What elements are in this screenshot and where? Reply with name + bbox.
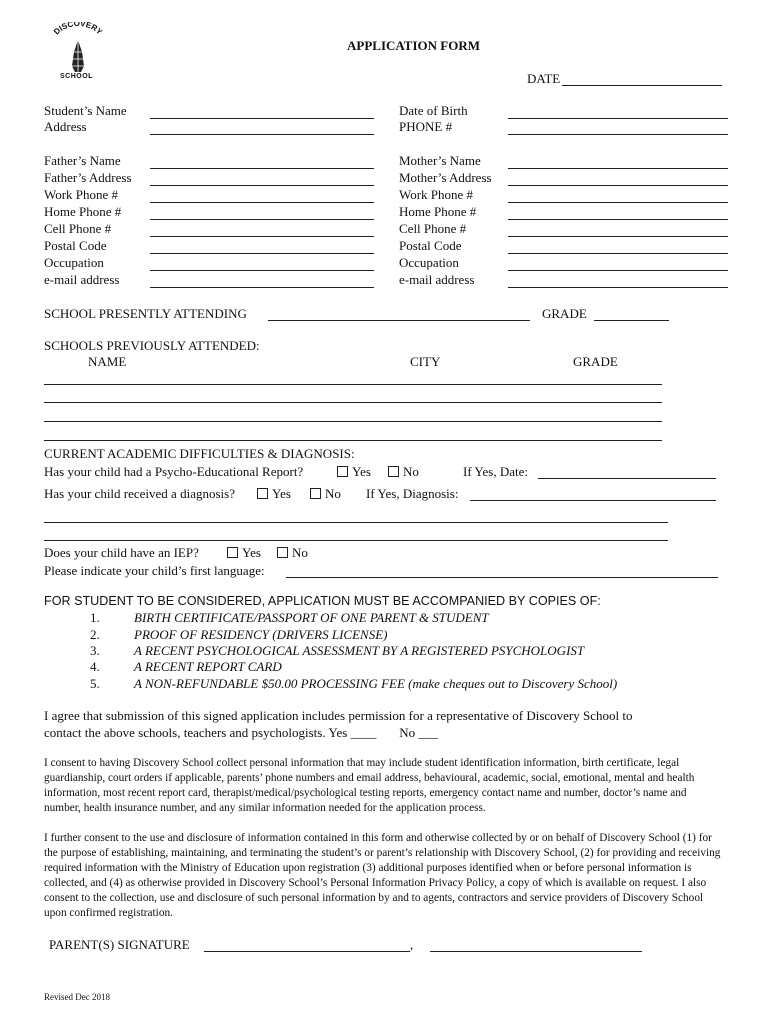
- date-field[interactable]: [562, 85, 722, 86]
- requirements-heading: FOR STUDENT TO BE CONSIDERED, APPLICATION MUST BE ACCOMPANIED BY COPIES OF:: [44, 594, 601, 608]
- diagnosis-no-checkbox[interactable]: [310, 488, 321, 499]
- difficulties-heading: CURRENT ACADEMIC DIFFICULTIES & DIAGNOSIS:: [44, 446, 355, 461]
- iep-question: Does your child have an IEP?: [44, 545, 199, 560]
- previous-school-line[interactable]: [44, 440, 662, 441]
- signature-comma: ,: [410, 937, 414, 952]
- iep-no-checkbox[interactable]: [277, 547, 288, 558]
- father-home-phone-field[interactable]: [150, 219, 374, 220]
- requirement-text: A RECENT PSYCHOLOGICAL ASSESSMENT BY A REGISTERED PSYCHOLOGIST: [134, 643, 585, 658]
- diagnosis-yes-option[interactable]: [257, 486, 291, 502]
- mother-label-6: Occupation: [399, 255, 459, 270]
- agreement-line-2: contact the above schools, teachers and psychologists. Yes ____ No ___: [44, 725, 438, 740]
- svg-text:DISCOVERY: [52, 22, 104, 37]
- previous-school-line[interactable]: [44, 384, 662, 385]
- diagnosis-yes-label: Yes: [272, 486, 291, 501]
- iep-no-label: No: [292, 545, 308, 560]
- logo-arc-text: DISCOVERY: [52, 22, 105, 37]
- dob-field[interactable]: [508, 118, 728, 119]
- iep-yes-checkbox[interactable]: [227, 547, 238, 558]
- psycho-date-field[interactable]: [538, 478, 716, 479]
- diagnosis-no-option[interactable]: [310, 486, 341, 502]
- father-cell-phone-field[interactable]: [150, 236, 374, 237]
- iep-yes-label: Yes: [242, 545, 261, 560]
- requirement-text: A NON-REFUNDABLE $50.00 PROCESSING FEE (make cheques out to Discovery School): [134, 676, 618, 691]
- mother-label-3: Home Phone #: [399, 204, 477, 219]
- first-language-field[interactable]: [286, 577, 718, 578]
- mother-cell-phone-field[interactable]: [508, 236, 728, 237]
- present-grade-label: GRADE: [542, 306, 587, 321]
- revised-note: Revised Dec 2018: [44, 992, 110, 1002]
- diagnosis-yes-checkbox[interactable]: [257, 488, 268, 499]
- psycho-yes-option[interactable]: [337, 464, 371, 480]
- psycho-no-option[interactable]: [388, 464, 419, 480]
- psycho-date-label: If Yes, Date:: [463, 464, 528, 479]
- psycho-yes-checkbox[interactable]: [337, 466, 348, 477]
- father-label-5: Postal Code: [44, 238, 107, 253]
- requirement-text: BIRTH CERTIFICATE/PASSPORT OF ONE PARENT & STUDENT: [134, 610, 489, 625]
- father-label-4: Cell Phone #: [44, 221, 112, 236]
- logo-school-text: SCHOOL: [60, 73, 93, 80]
- psycho-report-question: Has your child had a Psycho-Educational Report?: [44, 464, 304, 479]
- requirement-item-3: [90, 643, 100, 659]
- father-label-7: e-mail address: [44, 272, 120, 287]
- requirement-item-4: [90, 659, 100, 675]
- diagnosis-no-label: No: [325, 486, 341, 501]
- agreement-line-1: I agree that submission of this signed application includes permission for a representative of Discovery School to: [44, 708, 633, 723]
- requirement-num: 2.: [90, 627, 100, 642]
- father-email-field[interactable]: [150, 287, 374, 288]
- previous-schools-label: SCHOOLS PREVIOUSLY ATTENDED:: [44, 338, 260, 353]
- requirement-item-1: [90, 610, 100, 626]
- mother-address-field[interactable]: [508, 185, 728, 186]
- iep-no-option[interactable]: [277, 545, 308, 561]
- mother-postal-code-field[interactable]: [508, 253, 728, 254]
- requirement-num: 4.: [90, 659, 100, 674]
- dob-label: Date of Birth: [399, 103, 468, 118]
- mother-name-field[interactable]: [508, 168, 728, 169]
- diagnosis-line[interactable]: [44, 522, 668, 523]
- requirement-num: 5.: [90, 676, 100, 691]
- student-name-label: Student’s Name: [44, 103, 127, 118]
- student-name-field[interactable]: [150, 118, 374, 119]
- signature-field-1[interactable]: [204, 951, 410, 952]
- present-grade-field[interactable]: [594, 320, 669, 321]
- mother-work-phone-field[interactable]: [508, 202, 728, 203]
- phone-field[interactable]: [508, 134, 728, 135]
- psycho-yes-label: Yes: [352, 464, 371, 479]
- consent-paragraph-2: I further consent to the use and disclosure of information contained in this form and otherwise collected by or on behalf of Discovery School (1) for the purpose of establishing, maintaining, and terminating the student’s or parent’s relationship with Discovery School, (2) for providing and receiving required information with the Ministry of Education upon registration (3) additional purposes identified when or before personal information is collected, and (4) as otherwise provided in Discovery School’s Personal Information Privacy Policy, a copy of which is available on request. I also consent to the collection, use and disclosure of such personal information by and to agents, contractors and service providers of Discovery School upon confirmed registration.: [44, 832, 721, 919]
- date-label: DATE: [527, 71, 561, 86]
- diagnosis-label: If Yes, Diagnosis:: [366, 486, 459, 501]
- father-postal-code-field[interactable]: [150, 253, 374, 254]
- page-title: APPLICATION FORM: [347, 38, 481, 53]
- father-label-2: Work Phone #: [44, 187, 119, 202]
- mother-home-phone-field[interactable]: [508, 219, 728, 220]
- requirement-num: 1.: [90, 610, 100, 625]
- father-work-phone-field[interactable]: [150, 202, 374, 203]
- mother-label-2: Work Phone #: [399, 187, 474, 202]
- mother-label-1: Mother’s Address: [399, 170, 492, 185]
- mother-label-4: Cell Phone #: [399, 221, 467, 236]
- previous-school-line[interactable]: [44, 402, 662, 403]
- mother-label-0: Mother’s Name: [399, 153, 481, 168]
- previous-col-name: NAME: [88, 354, 127, 369]
- mother-label-5: Postal Code: [399, 238, 462, 253]
- father-label-6: Occupation: [44, 255, 104, 270]
- previous-col-city: CITY: [410, 354, 441, 369]
- diagnosis-field[interactable]: [470, 500, 716, 501]
- requirement-num: 3.: [90, 643, 100, 658]
- diagnosis-line[interactable]: [44, 540, 668, 541]
- signature-label: PARENT(S) SIGNATURE: [49, 937, 190, 952]
- mother-email-field[interactable]: [508, 287, 728, 288]
- psycho-no-checkbox[interactable]: [388, 466, 399, 477]
- present-school-label: SCHOOL PRESENTLY ATTENDING: [44, 306, 247, 321]
- father-address-field[interactable]: [150, 185, 374, 186]
- psycho-no-label: No: [403, 464, 419, 479]
- student-address-field[interactable]: [150, 134, 374, 135]
- father-label-1: Father’s Address: [44, 170, 132, 185]
- requirement-item-2: [90, 627, 100, 643]
- father-label-3: Home Phone #: [44, 204, 122, 219]
- diagnosis-question: Has your child received a diagnosis?: [44, 486, 235, 501]
- previous-col-grade: GRADE: [573, 354, 618, 369]
- student-address-label: Address: [44, 119, 87, 134]
- father-name-field[interactable]: [150, 168, 374, 169]
- requirement-text: A RECENT REPORT CARD: [134, 659, 282, 674]
- phone-label: PHONE #: [399, 119, 453, 134]
- father-occupation-field[interactable]: [150, 270, 374, 271]
- consent-paragraph-1: I consent to having Discovery School collect personal information that may include student identification information, birth certificate, legal guardianship, court orders if applicable, parents’ phone numbers and email address, behavioural, academic, social, emotional, mental and health information, most recent report card, therapist/medical/psychological testing reports, emergency contact name and number, doctor’s name and number, health insurance number, and any similar information needed for the application process.: [44, 757, 695, 814]
- present-school-field[interactable]: [268, 320, 530, 321]
- requirement-text: PROOF OF RESIDENCY (DRIVERS LICENSE): [134, 627, 388, 642]
- requirement-item-5: [90, 676, 100, 692]
- previous-school-line[interactable]: [44, 421, 662, 422]
- mother-label-7: e-mail address: [399, 272, 475, 287]
- mother-occupation-field[interactable]: [508, 270, 728, 271]
- iep-yes-option[interactable]: [227, 545, 261, 561]
- first-language-label: Please indicate your child’s first language:: [44, 563, 265, 578]
- signature-field-2[interactable]: [430, 951, 642, 952]
- father-label-0: Father’s Name: [44, 153, 121, 168]
